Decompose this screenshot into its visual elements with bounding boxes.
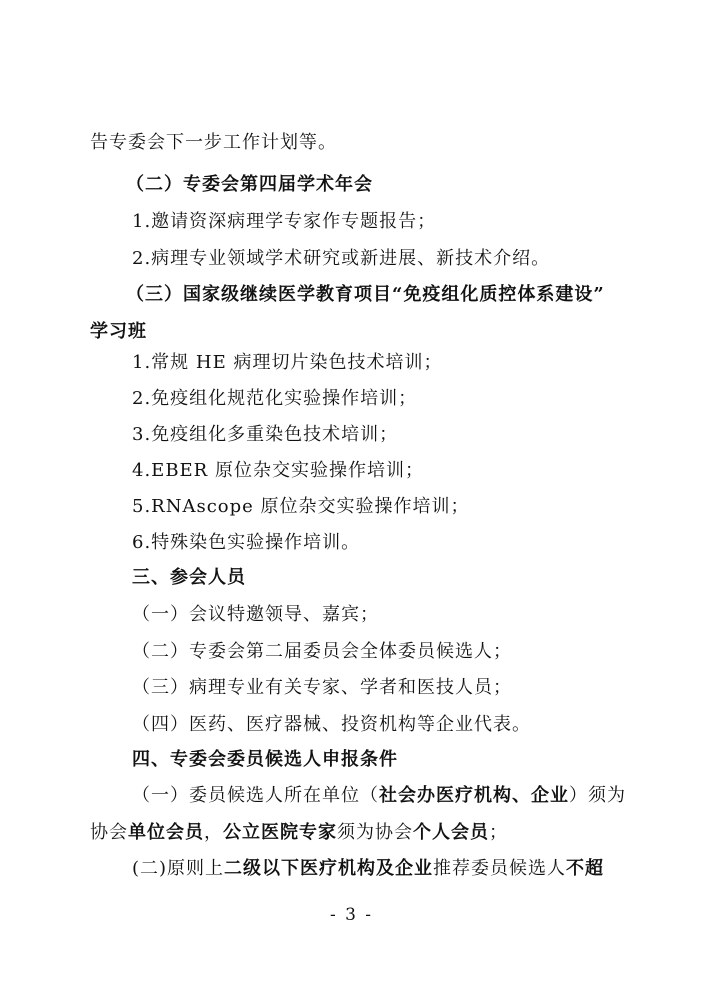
text-line: 4.EBER 原位杂交实验操作培训； [132,460,424,481]
text-line: 5.RNAscope 原位杂交实验操作培训； [132,496,470,517]
text-segment: (二)原则上 [132,858,225,879]
condition-one-line-2 [90,821,508,845]
text-line: 2.免疫组化规范化实验操作培训； [132,388,418,409]
text-line: 2.病理专业领域学术研究或新进展、新技术介绍。 [132,248,551,269]
text-segment: （一）委员候选人所在单位（ [132,785,379,806]
text-line: （一）会议特邀领导、嘉宾； [132,604,379,625]
text-line: （三）病理专业有关专家、学者和医技人员； [132,677,512,698]
condition-two-line-1 [132,857,604,881]
text-line: （二）专委会第二届委员会全体委员候选人； [132,641,512,662]
text-line: 1.邀请资深病理学专家作专题报告； [132,211,437,232]
section-heading: （三）国家级继续医学教育项目“免疫组化质控体系建设” [126,284,605,305]
text-segment: ）须为 [569,785,626,806]
text-line: 3.免疫组化多重染色技术培训； [132,424,399,445]
chapter-heading: 三、参会人员 [132,567,246,588]
page-number: - 3 - [329,905,374,925]
text-segment: ， [204,822,223,843]
section-heading-continued: 学习班 [90,321,147,342]
text-segment: 协会 [90,822,128,843]
text-segment: 推荐委员候选人 [433,858,567,879]
section-heading: （二）专委会第四届学术年会 [126,174,373,195]
bold-segment: 二级以下医疗机构及企业 [224,858,434,879]
text-line: （四）医药、医疗器械、投资机构等企业代表。 [132,714,531,735]
condition-one-line-1 [132,784,626,808]
bold-segment: 不超 [566,858,605,879]
text-segment: ； [489,822,508,843]
bold-segment: 单位会员 [128,822,204,843]
chapter-heading: 四、专委会委员候选人申报条件 [132,749,398,770]
bold-segment: 个人会员 [413,822,489,843]
text-line: 告专委会下一步工作计划等。 [90,132,337,153]
bold-segment: 社会办医疗机构、企业 [379,785,569,806]
text-segment: 须为协会 [337,822,413,843]
text-line: 1.常规 HE 病理切片染色技术培训； [132,352,443,373]
text-line: 6.特殊染色实验操作培训。 [132,532,361,553]
bold-segment: 公立医院专家 [223,822,337,843]
